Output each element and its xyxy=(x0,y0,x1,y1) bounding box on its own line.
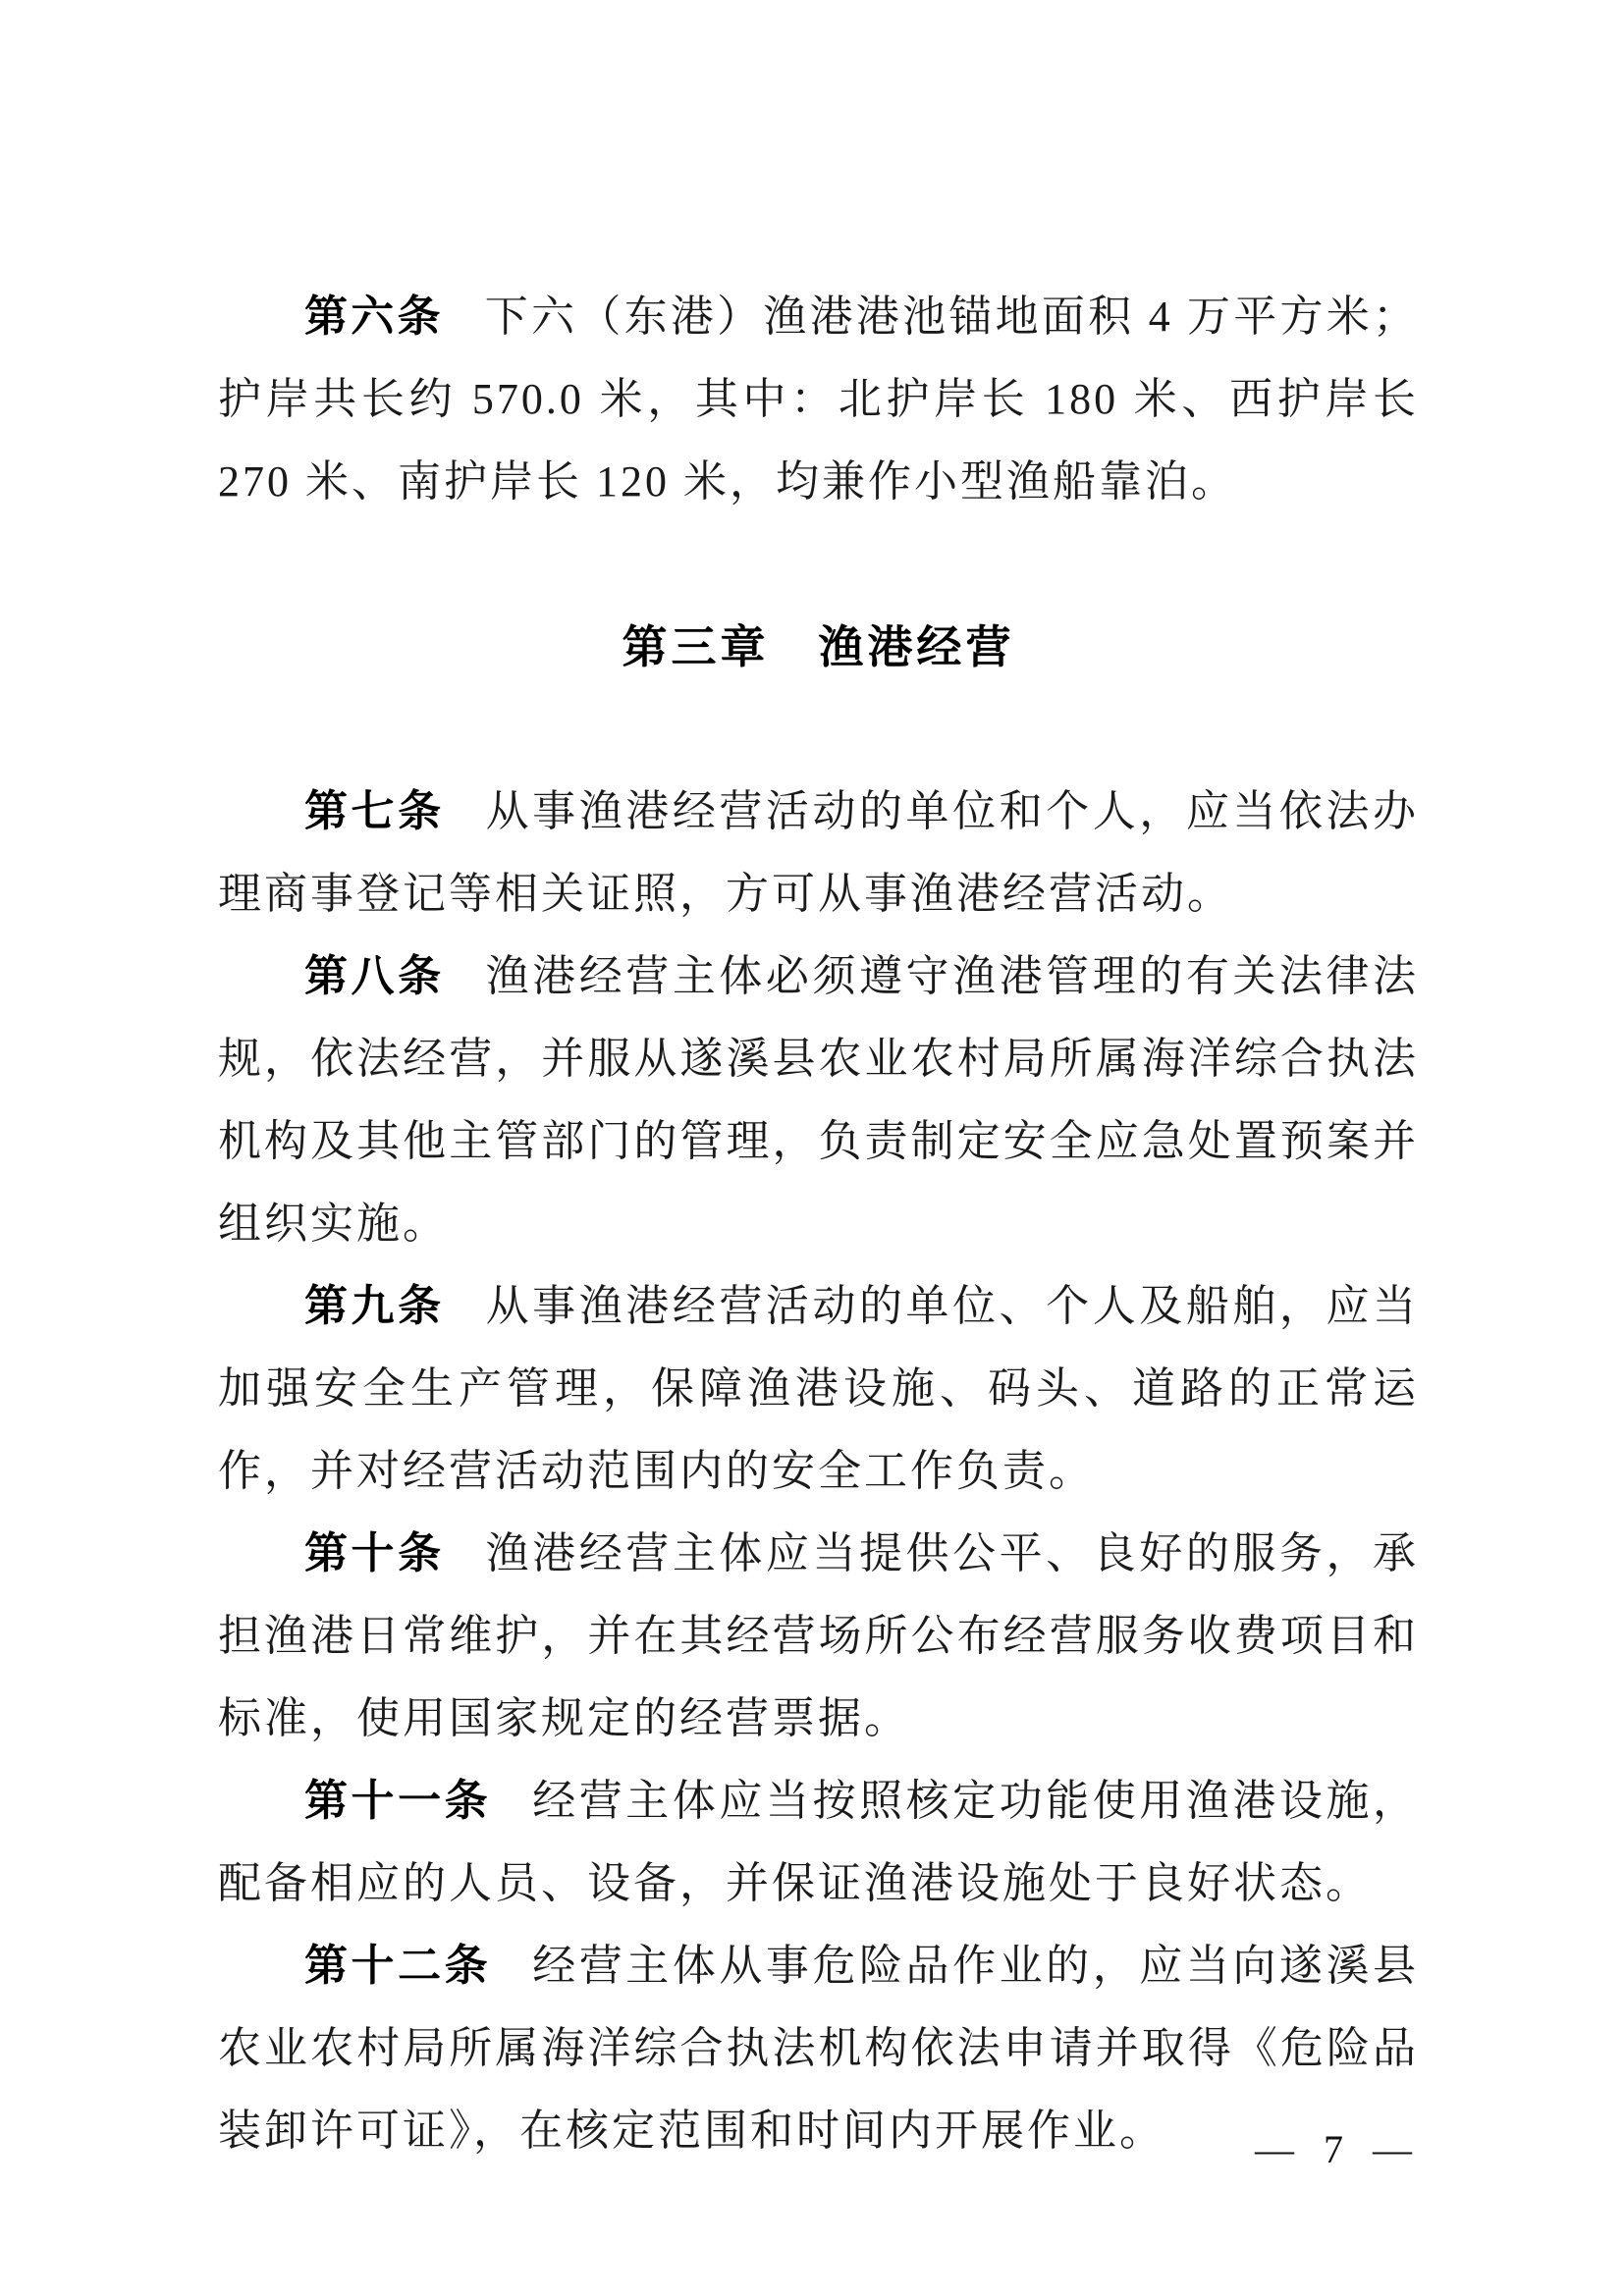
article-8-paragraph xyxy=(218,935,1419,1265)
page-number: — 7 — xyxy=(1255,2127,1422,2171)
article-11-paragraph xyxy=(218,1760,1419,1925)
article-9-paragraph xyxy=(218,1265,1419,1513)
article-10-text: 渔港经营主体应当提供公平、良好的服务，承担渔港日常维护，并在其经营场所公布经营服务收费项目和标准，使用国家规定的经营票据。 xyxy=(218,1529,1420,1742)
article-7-paragraph xyxy=(218,771,1419,935)
article-10-paragraph xyxy=(218,1513,1419,1760)
article-8-number: 第八条 xyxy=(304,952,445,1000)
article-12-paragraph xyxy=(218,1925,1419,2172)
article-11-text: 经营主体应当按照核定功能使用渔港设施，配备相应的人员、设备，并保证渔港设施处于良好状态。 xyxy=(218,1777,1420,1907)
chapter-3-heading: 第三章 渔港经营 xyxy=(622,621,1015,672)
article-9-number: 第九条 xyxy=(304,1282,445,1330)
article-11-number: 第十一条 xyxy=(304,1777,492,1825)
document-body xyxy=(218,276,1419,2172)
article-12-text: 经营主体从事危险品作业的，应当向遂溪县农业农村局所属海洋综合执法机构依法申请并取得《危险品装卸许可证》，在核定范围和时间内开展作业。 xyxy=(218,1942,1420,2155)
article-12-number: 第十二条 xyxy=(304,1942,492,1990)
article-6-number: 第六条 xyxy=(304,293,444,341)
article-10-number: 第十条 xyxy=(304,1529,445,1577)
article-6-paragraph xyxy=(218,276,1419,523)
article-8-text: 渔港经营主体必须遵守渔港管理的有关法律法规，依法经营，并服从遂溪县农业农村局所属海洋综合执法机构及其他主管部门的管理，负责制定安全应急处置预案并组织实施。 xyxy=(218,952,1420,1248)
article-9-text: 从事渔港经营活动的单位、个人及船舶，应当加强安全生产管理，保障渔港设施、码头、道路的正常运作，并对经营活动范围内的安全工作负责。 xyxy=(218,1282,1420,1495)
article-6-text: 下六（东港）渔港港池锚地面积 4 万平方米；护岸共长约 570.0 米，其中：北护岸长 180 米、西护岸长 270 米、南护岸长 120 米，均兼作小型渔船靠泊。 xyxy=(218,293,1420,506)
article-7-number: 第七条 xyxy=(304,787,445,835)
article-7-text: 从事渔港经营活动的单位和个人，应当依法办理商事登记等相关证照，方可从事渔港经营活动。 xyxy=(218,787,1420,918)
